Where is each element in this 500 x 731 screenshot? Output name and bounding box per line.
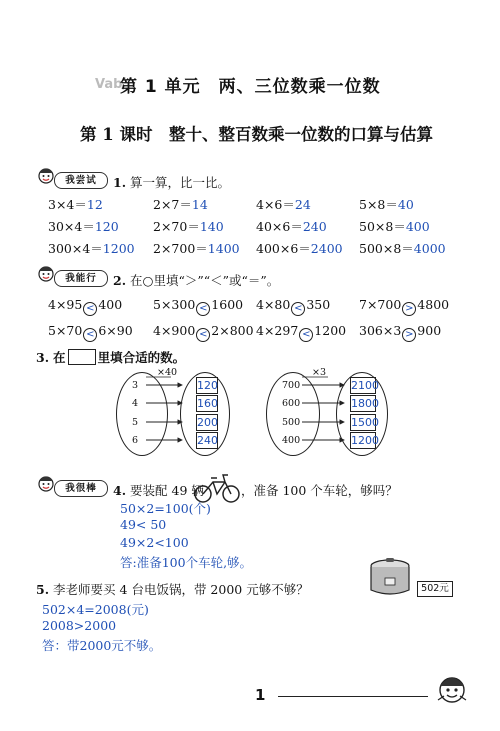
q3-prompt: 3. 在 里填合适的数。: [36, 350, 186, 365]
q2-item: 4×95 < 400: [48, 297, 123, 314]
cartoon-kid-icon: [36, 262, 56, 284]
mascot-icon: [432, 670, 472, 710]
q4-answer-line: 49×2<100: [120, 535, 189, 550]
q1-item: 4×6＝24: [256, 197, 311, 212]
badge-label: 我尝试: [54, 172, 108, 189]
answer-box: 1800: [351, 397, 379, 410]
unit-title: 第 1 单元 两、三位数乘一位数: [120, 77, 381, 97]
compare-circle: <: [291, 302, 305, 316]
q2-item: 7×700 > 4800: [359, 297, 450, 314]
badge-try: [36, 170, 108, 190]
q1-item: 30×4＝120: [48, 219, 119, 234]
input-value: 600: [282, 398, 301, 409]
q1-answer: 1200: [102, 241, 135, 256]
q1-item: 40×6＝240: [256, 219, 327, 234]
q5-answer-line: 502×4=2008(元): [42, 602, 149, 617]
q4-prompt-end: ，准备 100 个车轮，够吗？: [241, 483, 398, 498]
q1-item: 2×7＝14: [153, 197, 208, 212]
q5-text: 李老师要买 4 台电饭锅，带 2000 元够不够？: [53, 582, 309, 597]
q2-text: 在○里填“＞”“＜”或“＝”。: [130, 273, 280, 288]
q4-number: 4.: [113, 483, 127, 498]
q4-answer-line: 50×2=100(个): [120, 501, 211, 516]
q1-item: 50×8＝400: [359, 219, 430, 234]
q2-item: 4×900 < 2×800: [153, 323, 254, 340]
q1-answer: 14: [191, 197, 208, 212]
input-value: 500: [282, 417, 301, 428]
page-number: 1: [255, 686, 266, 704]
q2-prompt: [113, 271, 279, 289]
q1-answer: 400: [405, 219, 430, 234]
badge-great: [36, 478, 108, 498]
q5-number: 5.: [36, 582, 50, 597]
answer-box: 160: [197, 397, 218, 410]
q1-item: 2×700＝1400: [153, 241, 240, 256]
answer-box: [68, 349, 96, 365]
compare-circle: <: [83, 328, 97, 342]
q1-item: 400×6＝2400: [256, 241, 343, 256]
q2-item: 306×3 > 900: [359, 323, 442, 340]
badge-label: 我很棒: [54, 480, 108, 497]
answer-box: 1200: [351, 434, 379, 447]
mapping-arrows: [266, 372, 356, 454]
q2-item: 5×70 < 6×90: [48, 323, 133, 340]
compare-circle: <: [299, 328, 313, 342]
multiplier-label: ×40: [157, 367, 178, 378]
compare-circle: <: [196, 302, 210, 316]
q1-answer: 240: [302, 219, 327, 234]
cartoon-kid-icon: [36, 472, 56, 494]
q5-prompt: [36, 580, 309, 598]
badge-label: 我能行: [54, 270, 108, 287]
compare-circle: >: [402, 302, 416, 316]
q3-number: 3.: [36, 350, 50, 365]
q1-item: 3×4＝12: [48, 197, 103, 212]
q1-answer: 2400: [310, 241, 343, 256]
badge-can: [36, 268, 108, 288]
q2-number: 2.: [113, 273, 127, 288]
q1-answer: 4000: [413, 241, 446, 256]
q4-answer-line: 49< 50: [120, 517, 167, 532]
multiplier-label: ×3: [312, 367, 327, 378]
input-value: 5: [132, 417, 139, 428]
q1-item: 300×4＝1200: [48, 241, 135, 256]
q5-answer-line: 答：带2000元不够。: [42, 638, 162, 653]
q2-item: 5×300 < 1600: [153, 297, 244, 314]
answer-box: 1500: [351, 416, 379, 429]
compare-circle: <: [83, 302, 97, 316]
q5-answer-line: 2008>2000: [42, 618, 117, 633]
watermark: Vab: [95, 77, 123, 92]
footer-rule: [278, 696, 428, 697]
q1-answer: 120: [94, 219, 119, 234]
input-value: 400: [282, 435, 301, 446]
q2-item: 4×297 < 1200: [256, 323, 347, 340]
answer-box: 120: [197, 379, 218, 392]
q2-item: 4×80 < 350: [256, 297, 331, 314]
cartoon-kid-icon: [36, 164, 56, 186]
q1-answer: 24: [294, 197, 311, 212]
q1-item: 500×8＝4000: [359, 241, 446, 256]
answer-box: 200: [197, 416, 218, 429]
q4-answer-line: 答:准备100个车轮,够。: [120, 555, 253, 570]
lesson-title: 第 1 课时 整十、整百数乘一位数的口算与估算: [80, 125, 433, 144]
q1-item: 2×70＝140: [153, 219, 224, 234]
q1-item: 5×8＝40: [359, 197, 414, 212]
q1-answer: 140: [199, 219, 224, 234]
q1-text: 算一算，比一比。: [130, 175, 231, 190]
q1-number: 1.: [113, 175, 127, 190]
answer-box: 2100: [351, 379, 379, 392]
compare-circle: <: [196, 328, 210, 342]
input-value: 3: [132, 380, 139, 391]
compare-circle: >: [402, 328, 416, 342]
q1-answer: 40: [397, 197, 414, 212]
input-value: 6: [132, 435, 139, 446]
q1-answer: 1400: [207, 241, 240, 256]
input-value: 700: [282, 380, 301, 391]
q1-answer: 12: [86, 197, 103, 212]
price-tag: 502元: [417, 581, 453, 597]
rice-cooker-icon: [366, 556, 414, 600]
input-value: 4: [132, 398, 139, 409]
answer-box: 240: [197, 434, 218, 447]
mapping-arrows: [116, 372, 196, 454]
q4-prompt: 4. 要装配 49 辆: [113, 483, 204, 498]
q1-prompt: [113, 173, 230, 191]
